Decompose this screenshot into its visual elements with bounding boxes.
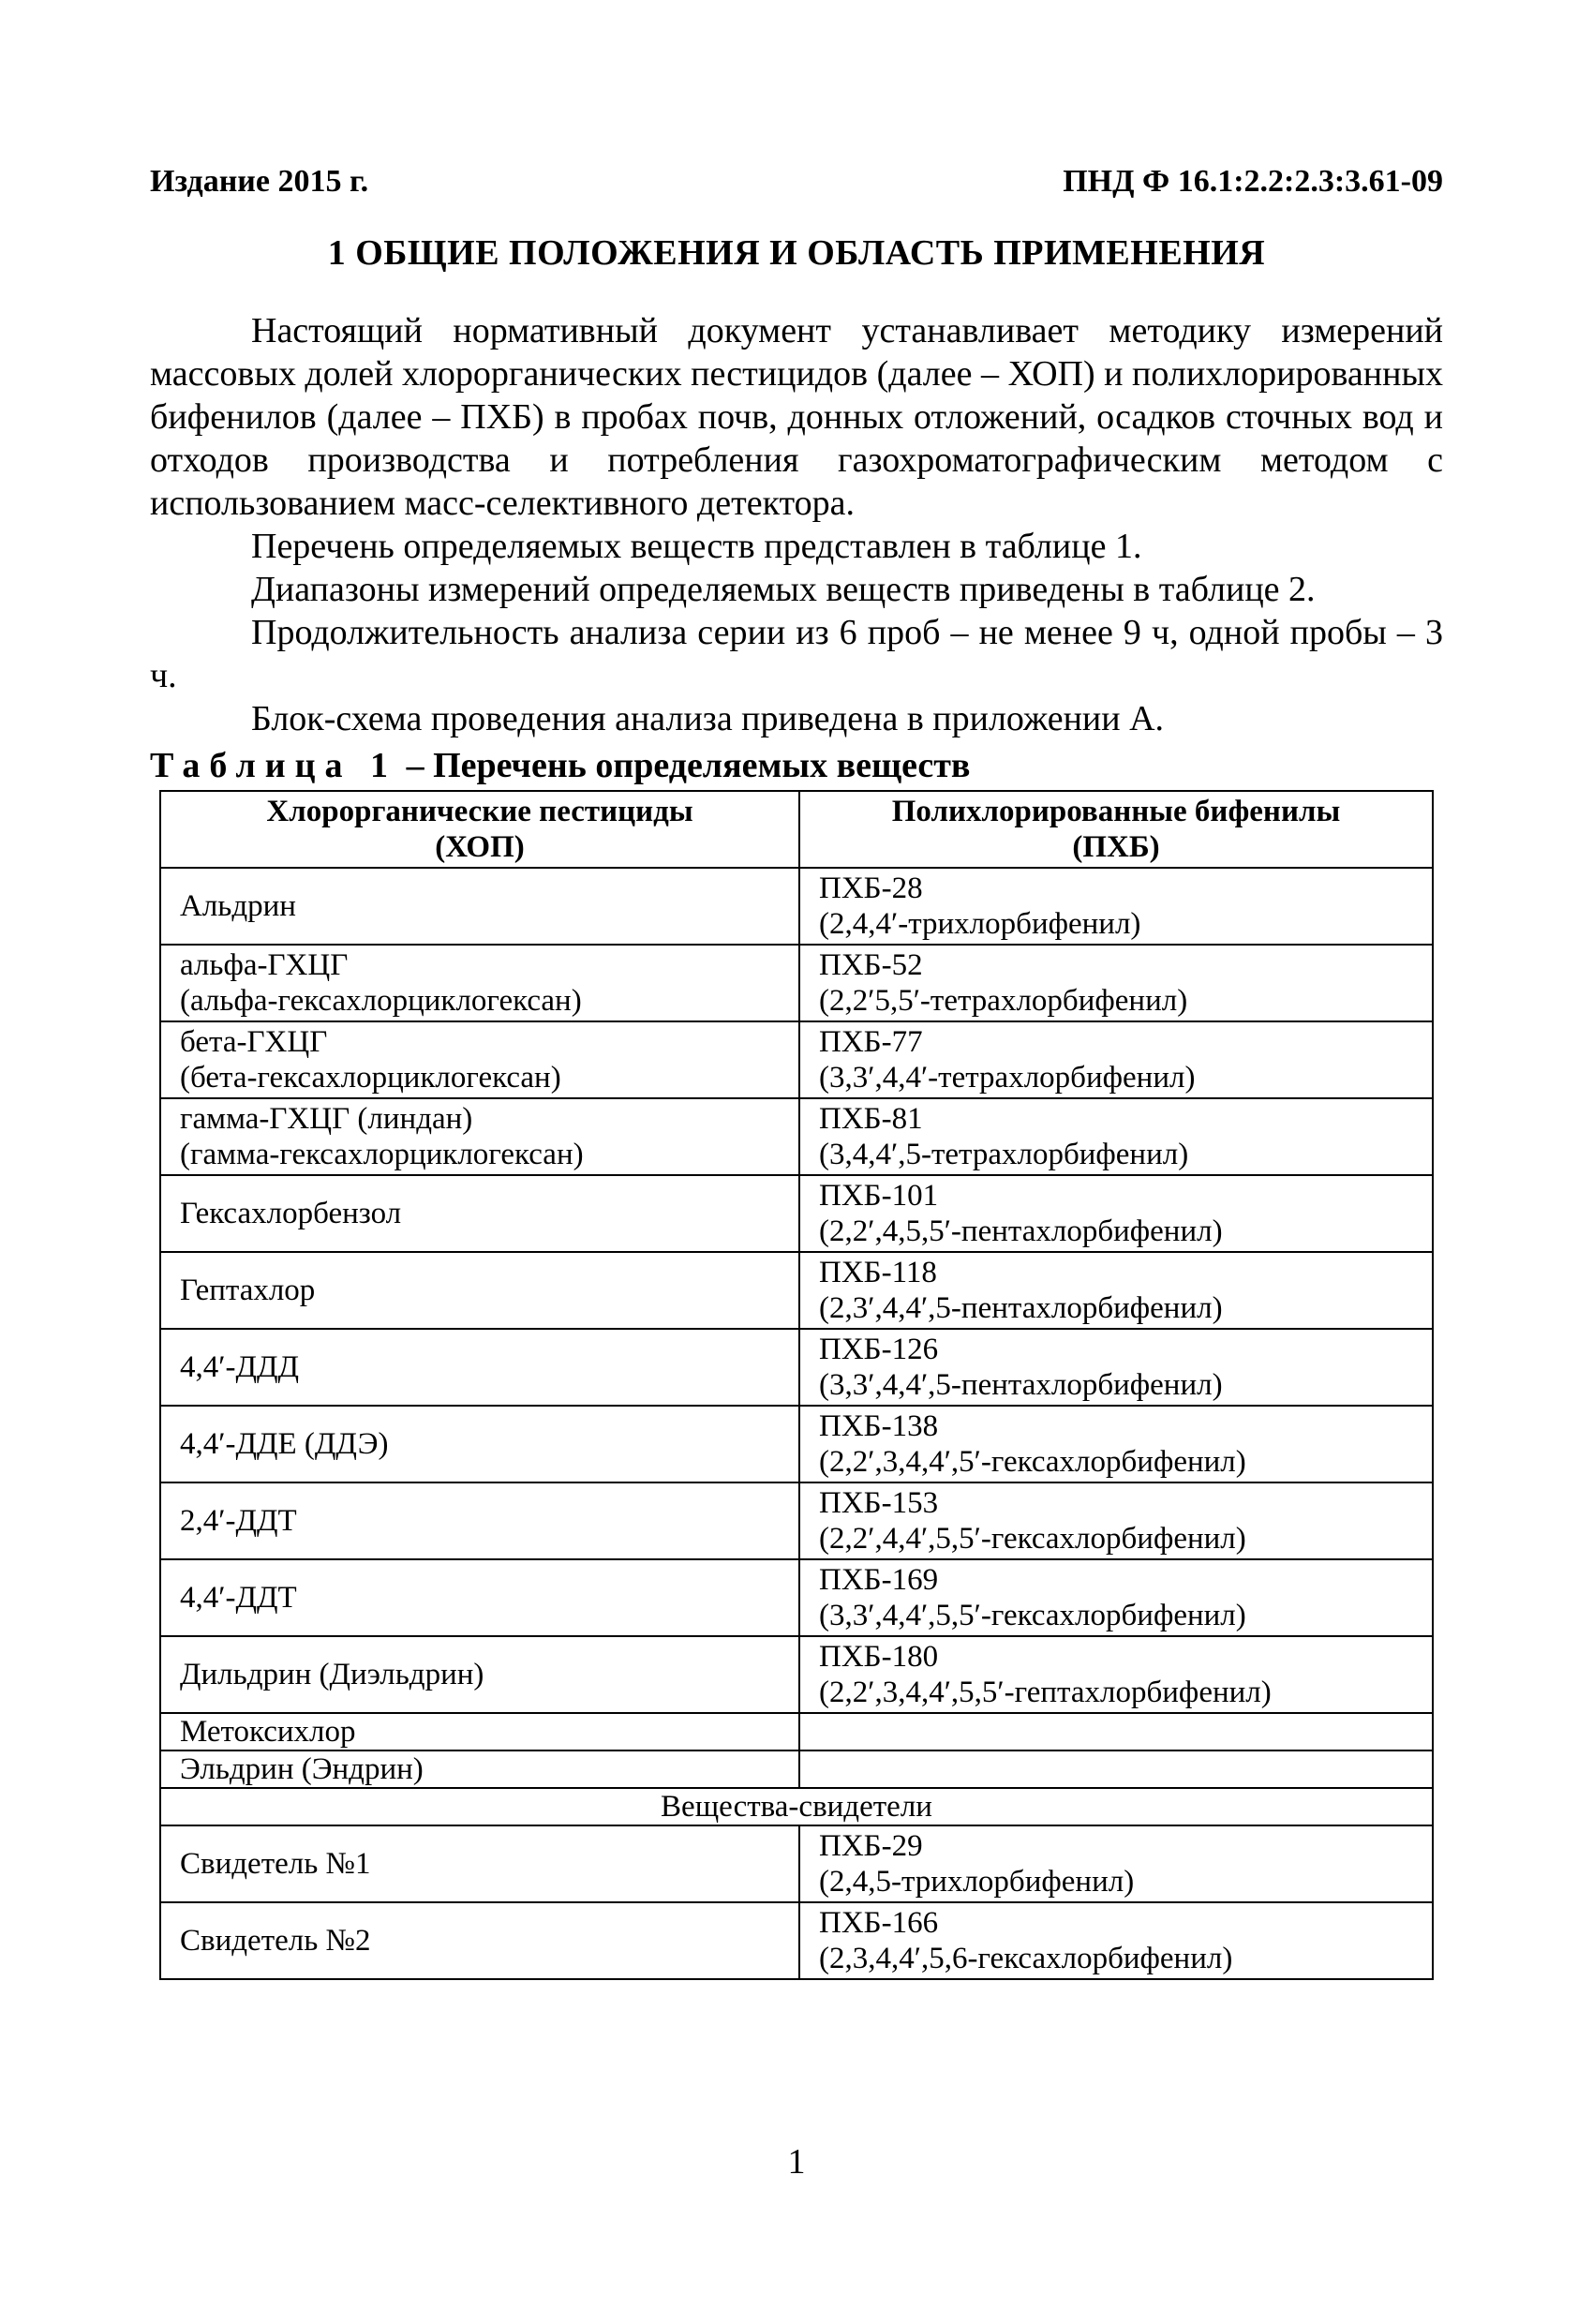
pesticide-full-name: (гамма-гексахлорциклогексан) (180, 1138, 584, 1171)
pcb-cell (799, 1098, 1433, 1175)
table-row (160, 1825, 1433, 1902)
substances-table (159, 790, 1434, 1980)
pcb-cell (799, 868, 1433, 945)
table-row (160, 868, 1433, 945)
table-row (160, 1902, 1433, 1979)
pesticide-full-name: (бета-гексахлорциклогексан) (180, 1061, 561, 1095)
pesticide-name: гамма-ГХЦГ (линдан) (180, 1102, 473, 1136)
section-title: 1 ОБЩИЕ ПОЛОЖЕНИЯ И ОБЛАСТЬ ПРИМЕНЕНИЯ (327, 233, 1266, 273)
pcb-cell (799, 945, 1433, 1021)
pcb-code: ПХБ-77 (819, 1025, 923, 1059)
pcb-code: ПХБ-169 (819, 1563, 939, 1597)
pesticide-name: Дильдрин (Диэльдрин) (180, 1658, 484, 1691)
table-row (160, 1175, 1433, 1252)
header-cell-pesticides (160, 791, 799, 868)
document-code: ПНД Ф 16.1:2.2:2.3:3.61-09 (1063, 164, 1443, 199)
pcb-cell (799, 1636, 1433, 1713)
pesticide-cell (160, 868, 799, 945)
header-abbr: (ПХБ) (1072, 830, 1160, 864)
pcb-code: ПХБ-166 (819, 1906, 939, 1940)
table-row (160, 1559, 1433, 1636)
pesticide-cell (160, 1406, 799, 1482)
table-row (160, 1252, 1433, 1329)
paragraph-ranges: Диапазоны измерений определяемых веществ приведены в таблице 2. (251, 570, 1316, 609)
witness-cell: Свидетель №2 (160, 1902, 799, 1979)
pcb-name: (2,2′5,5′-тетрахлорбифенил) (819, 984, 1188, 1018)
pcb-code: ПХБ-153 (819, 1486, 939, 1520)
witness-cell: Свидетель №1 (160, 1825, 799, 1902)
edition-label: Издание 2015 г. (150, 164, 369, 199)
pcb-cell (799, 1329, 1433, 1406)
pesticide-cell (160, 945, 799, 1021)
header-cell-pcb (799, 791, 1433, 868)
pesticide-name: 4,4′-ДДЕ (ДДЭ) (180, 1427, 389, 1461)
empty-cell (799, 1713, 1433, 1750)
pesticide-cell: Эльдрин (Эндрин) (160, 1750, 799, 1788)
table-row (160, 1406, 1433, 1482)
table-caption-title: – Перечень определяемых веществ (397, 746, 971, 785)
paragraph-substances: Перечень определяемых веществ представлен в таблице 1. (251, 527, 1142, 566)
table-row (160, 1021, 1433, 1098)
pcb-cell (799, 1559, 1433, 1636)
pcb-name: (2,2′,3,4,4′,5′-гексахлорбифенил) (819, 1445, 1246, 1479)
pcb-cell (799, 1482, 1433, 1559)
pesticide-cell (160, 1175, 799, 1252)
section-label-cell: Вещества-свидетели (160, 1788, 1433, 1825)
pcb-code: ПХБ-52 (819, 948, 923, 982)
pesticide-cell (160, 1329, 799, 1406)
header-abbr: (ХОП) (435, 830, 525, 864)
table-caption-label: Таблица 1 (150, 746, 398, 785)
pesticide-name: альфа-ГХЦГ (180, 948, 349, 982)
paragraph-scope: Настоящий нормативный документ устанавливает методику измерений массовых долей хлорорганических пестицидов (далее – ХОП) и полихлорированных бифенилов (далее – ПХБ) в пробах почв, донных отложений, осадков сточных вод и отходов производства и потребления газохроматографическим методом с использованием масс-селективного детектора. (150, 311, 1443, 523)
pesticide-cell (160, 1559, 799, 1636)
pesticide-cell (160, 1021, 799, 1098)
table-section-row (160, 1788, 1433, 1825)
paragraph-flowchart: Блок-схема проведения анализа приведена в приложении А. (251, 699, 1165, 738)
pcb-cell (799, 1902, 1433, 1979)
pcb-code: ПХБ-81 (819, 1102, 923, 1136)
intro-text (150, 309, 1443, 740)
table-row (160, 1636, 1433, 1713)
pesticide-cell (160, 1636, 799, 1713)
pesticide-cell (160, 1252, 799, 1329)
pcb-cell (799, 1252, 1433, 1329)
pcb-code: ПХБ-118 (819, 1256, 937, 1289)
table-row (160, 1750, 1433, 1788)
pesticide-cell: Метоксихлор (160, 1713, 799, 1750)
pcb-code: ПХБ-101 (819, 1179, 939, 1213)
pcb-name: (2,3,4,4′,5,6-гексахлорбифенил) (819, 1942, 1233, 1975)
pcb-cell (799, 1825, 1433, 1902)
pcb-cell (799, 1021, 1433, 1098)
table-row (160, 1329, 1433, 1406)
pcb-code: ПХБ-126 (819, 1333, 939, 1366)
table-header-row (160, 791, 1433, 868)
pcb-name: (2,3′,4,4′,5-пентахлорбифенил) (819, 1291, 1223, 1325)
pesticide-name: 4,4′-ДДД (180, 1350, 299, 1384)
pesticide-full-name: (альфа-гексахлорциклогексан) (180, 984, 582, 1018)
pcb-name: (3,3′,4,4′,5,5′-гексахлорбифенил) (819, 1599, 1246, 1632)
table-caption (150, 745, 970, 786)
pcb-name: (2,4,5-трихлорбифенил) (819, 1865, 1135, 1899)
pcb-name: (2,2′,4,4′,5,5′-гексахлорбифенил) (819, 1522, 1246, 1556)
pcb-code: ПХБ-180 (819, 1640, 939, 1674)
pesticide-name: 4,4′-ДДТ (180, 1581, 297, 1615)
pcb-code: ПХБ-138 (819, 1409, 939, 1443)
table-row (160, 945, 1433, 1021)
pcb-code: ПХБ-29 (819, 1829, 923, 1863)
table-row (160, 1713, 1433, 1750)
pesticide-name: бета-ГХЦГ (180, 1025, 328, 1059)
pcb-name: (2,4,4′-трихлорбифенил) (819, 907, 1141, 941)
pesticide-cell (160, 1482, 799, 1559)
pesticide-name: Гептахлор (180, 1274, 316, 1307)
pesticide-cell (160, 1098, 799, 1175)
pcb-name: (2,2′,4,5,5′-пентахлорбифенил) (819, 1214, 1223, 1248)
header-text: Хлорорганические пестициды (266, 795, 693, 828)
pcb-cell (799, 1406, 1433, 1482)
pcb-name: (3,3′,4,4′-тетрахлорбифенил) (819, 1061, 1196, 1095)
table-row (160, 1482, 1433, 1559)
table-row (160, 1098, 1433, 1175)
pcb-code: ПХБ-28 (819, 872, 923, 905)
pesticide-name: 2,4′-ДДТ (180, 1504, 297, 1538)
header-text: Полихлорированные бифенилы (891, 795, 1341, 828)
pesticide-name: Альдрин (180, 889, 296, 923)
pesticide-name: Гексахлорбензол (180, 1197, 402, 1230)
pcb-name: (3,3′,4,4′,5-пентахлорбифенил) (819, 1368, 1223, 1402)
empty-cell (799, 1750, 1433, 1788)
page-number: 1 (787, 2142, 806, 2182)
paragraph-duration: Продолжительность анализа серии из 6 проб – не менее 9 ч, одной пробы – 3 ч. (150, 613, 1443, 695)
pcb-cell (799, 1175, 1433, 1252)
pcb-name: (2,2′,3,4,4′,5,5′-гептахлорбифенил) (819, 1676, 1272, 1709)
pcb-name: (3,4,4′,5-тетрахлорбифенил) (819, 1138, 1189, 1171)
